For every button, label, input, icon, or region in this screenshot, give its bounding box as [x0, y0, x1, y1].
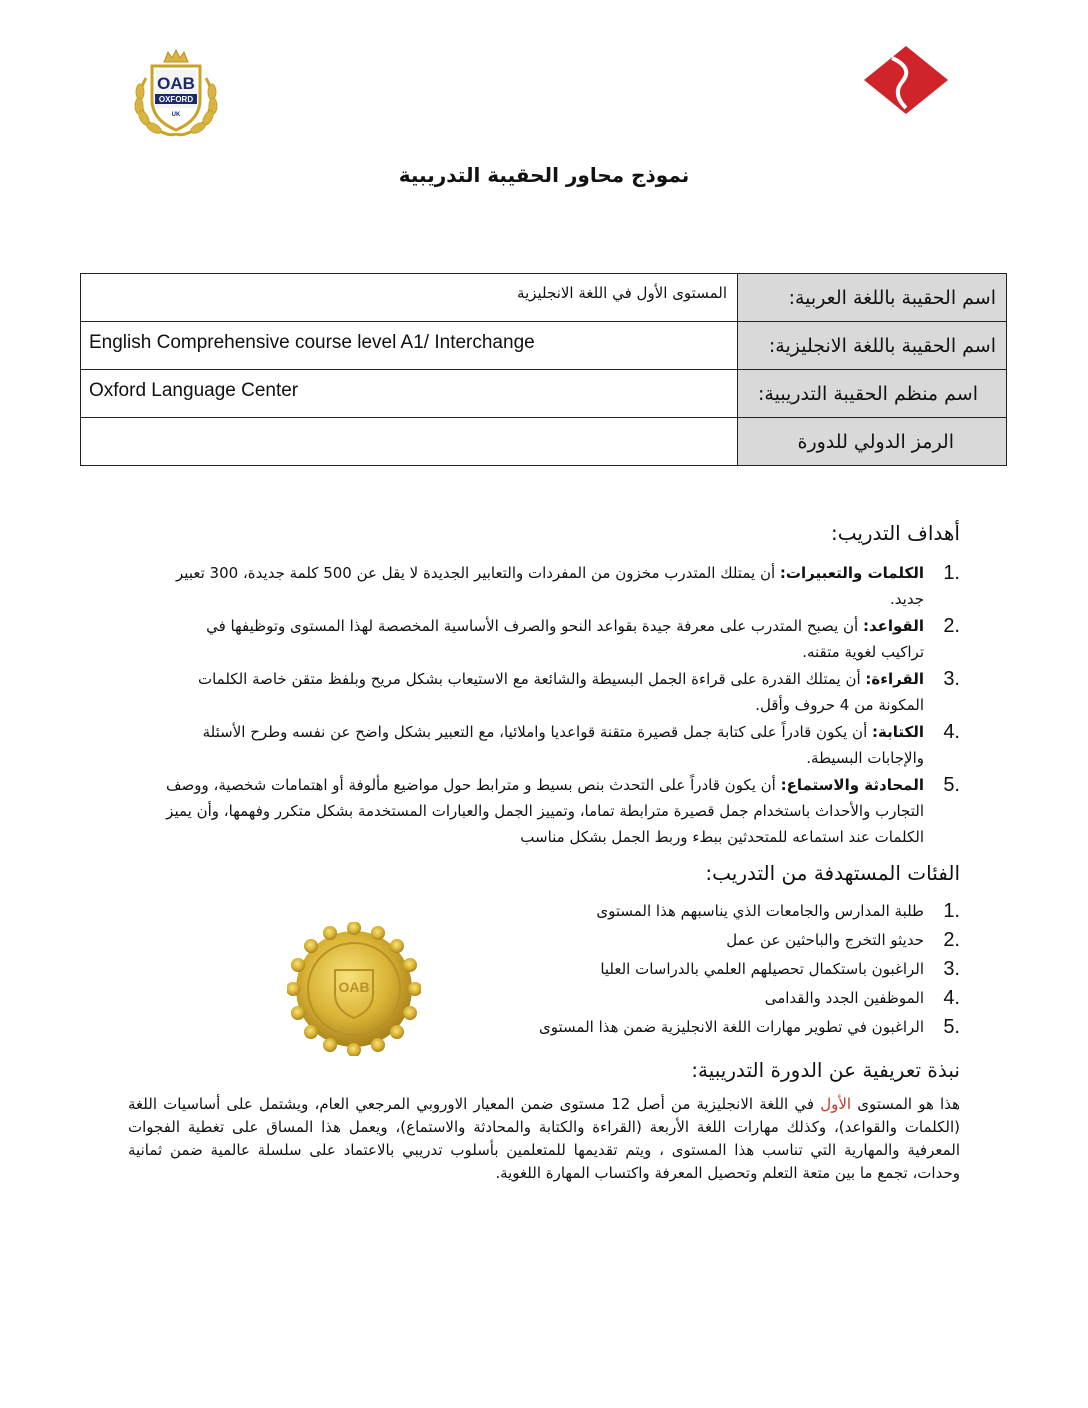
table-row [81, 322, 1007, 370]
goals-list [160, 560, 960, 851]
table-row [81, 274, 1007, 322]
course-info-table [80, 273, 1007, 466]
table-row [81, 370, 1007, 418]
oab-oxford-logo [126, 48, 226, 140]
targets-list [510, 898, 960, 1043]
list-item: 3. الراغبون باستكمال تحصيلهم العلمي بالدراسات العليا [600, 958, 960, 980]
arabic-name-label: اسم الحقيبة باللغة العربية: [738, 274, 1007, 322]
organizer-label: اسم منظم الحقيبة التدريبية: [738, 370, 1007, 418]
organizer-value: Oxford Language Center [89, 379, 299, 401]
list-item: 4. الموظفين الجدد والقدامى [764, 987, 960, 1009]
list-item: 5. المحادثة والاستماع: أن يكون قادراً على التحدث بنص بسيط و مترابط حول مواضيع مألوفة أو اهتمامات شخصية، ووصف التجارب والأحداث باستخدام جمل قصيرة مترابطة تماما، وتمييز الجمل والعبارات المستخدمة بشكل متكرر وفهمها، وأن يميز الكلمات عند استماعه للمتحدثين ببطء وربط الجمل بشكل مناسب [166, 774, 960, 846]
svg-text:OAB: OAB [338, 979, 370, 995]
about-heading: نبذة تعريفية عن الدورة التدريبية: [691, 1058, 960, 1082]
english-name-value: English Comprehensive course level A1/ Interchange [89, 331, 535, 353]
list-item: 2. حديثو التخرج والباحثين عن عمل [726, 929, 960, 951]
red-diamond-logo [862, 44, 950, 116]
list-item: 1. الكلمات والتعبيرات: أن يمتلك المتدرب مخزون من المفردات والتعابير الجديدة لا يقل عن 500 كلمة جديدة، 300 تعبير جديد. [176, 562, 960, 608]
page-title: نموذج محاور الحقيبة التدريبية [398, 163, 690, 187]
english-name-label: اسم الحقيبة باللغة الانجليزية: [738, 322, 1007, 370]
list-item: 2. القواعد: أن يصبح المتدرب على معرفة جيدة بقواعد النحو والصرف الأساسية المخصصة لهذا المستوى وتوظيفها في تراكيب لغوية متقنه. [206, 615, 960, 661]
list-item: 4. الكتابة: أن يكون قادراً على كتابة جمل قصيرة متقنة قواعديا واملائيا، مع التعبير بشكل واضح عن نفسه وطرح الأسئلة والإجابات البسيطة. [202, 721, 960, 767]
svg-text:OAB: OAB [157, 74, 195, 93]
targets-heading: الفئات المستهدفة من التدريب: [705, 861, 960, 885]
arabic-name-value: المستوى الأول في اللغة الانجليزية [517, 283, 727, 302]
highlighted-level: الأول [820, 1095, 852, 1113]
svg-text:UK: UK [171, 112, 181, 118]
svg-text:OXFORD: OXFORD [158, 95, 194, 104]
gold-seal-icon [287, 922, 421, 1056]
course-code-label: الرمز الدولي للدورة [738, 418, 1007, 466]
list-item: 1. طلبة المدارس والجامعات الذي يناسبهم هذا المستوى [596, 900, 960, 922]
about-paragraph: هذا هو المستوى الأول في اللغة الانجليزية من أصل 12 مستوى ضمن المعيار الاوروبي المرجعي العام، ويشتمل على أساسيات اللغة (الكلمات والقواعد)، وكذلك مهارات اللغة الأربعة (القراءة والكتابة والمحادثة والاستماع)، ويعمل هذا المساق على تغطية الفجوات المعرفية والمهارية التي تناسب هذا المستوى ، ويتم تقديمها للمتعلمين بأسلوب تدريبي بالاعتماد على سلسلة عالمية ضمن ثمانية وحدات، تجمع ما بين متعة التعلم وتحصيل المعرفة واكتساب المهارة اللغوية. [128, 1095, 960, 1182]
list-item: 5. الراغبون في تطوير مهارات اللغة الانجليزية ضمن هذا المستوى [539, 1016, 960, 1038]
list-item: 3. القراءة: أن يمتلك القدرة على قراءة الجمل البسيطة والشائعة مع الاستيعاب بشكل مريح وبلفظ متقن خاصة الكلمات المكونة من 4 حروف وأقل. [197, 668, 960, 714]
goals-heading: أهداف التدريب: [830, 521, 960, 545]
table-row [81, 418, 1007, 466]
